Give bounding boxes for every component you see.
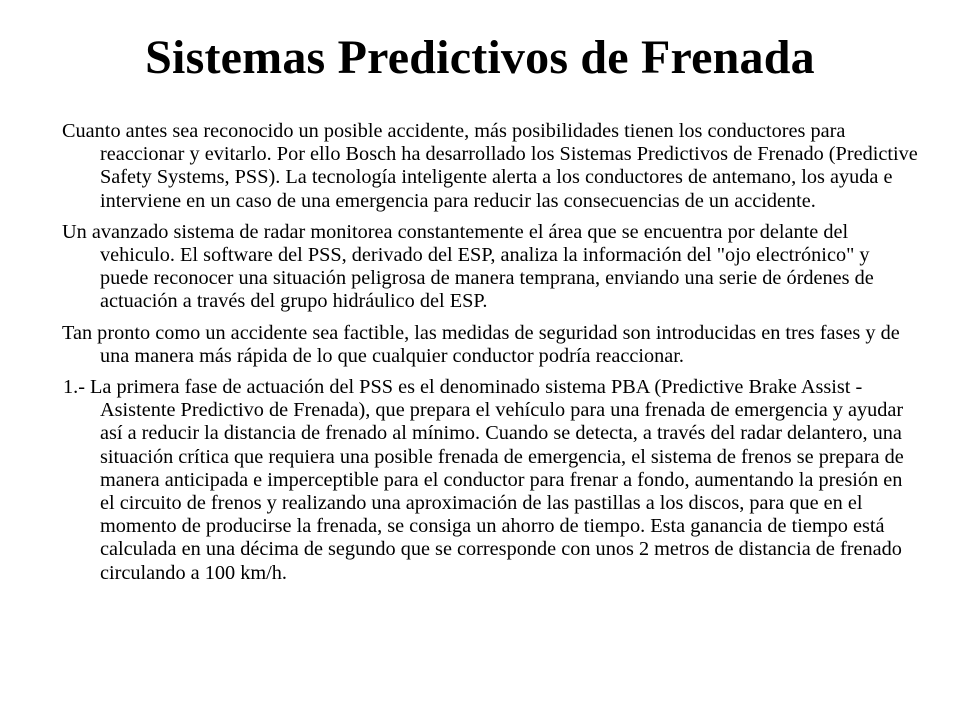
slide-title: Sistemas Predictivos de Frenada xyxy=(145,31,815,84)
paragraph-radar: Un avanzado sistema de radar monitorea constantemente el área que se encuentra por delante del vehiculo. El software del PSS, derivado del ESP, analiza la información del "ojo electrónico" y puede reconocer una situación peligrosa de manera temprana, enviando una serie de órdenes de actuación a través del grupo hidráulico del ESP. xyxy=(62,220,874,313)
paragraph-intro: Cuanto antes sea reconocido un posible accidente, más posibilidades tienen los conductores para reaccionar y evitarlo. Por ello Bosch ha desarrollado los Sistemas Predictivos de Frenado (Predictive Safety Systems, PSS). La tecnología inteligente alerta a los conductores de antemano, los ayuda e interviene en un caso de una emergencia para reducir las consecuencias de un accidente. xyxy=(62,120,918,212)
slide-body xyxy=(62,120,922,593)
paragraph-phases: Tan pronto como un accidente sea factible, las medidas de seguridad son introducidas en tres fases y de una manera más rápida de lo que cualquier conductor podría reaccionar. xyxy=(62,321,900,367)
paragraph-phase-1: 1.- La primera fase de actuación del PSS es el denominado sistema PBA (Predictive Brake Assist - Asistente Predictivo de Frenada), que prepara el vehículo para una frenada de emergencia y ayudar así a reducir la distancia de frenado al mínimo. Cuando se detecta, a través del radar delantero, una situación crítica que requiera una posible frenada de emergencia, el sistema de frenos se prepara de manera anticipada e imperceptible para el conductor para frenar a fondo, aumentando la presión en el circuito de frenos y realizando una aproximación de las pastillas a los discos, para que en el momento de producirse la frenada, se consiga un ahorro de tiempo. Esta ganancia de tiempo está calculada en una décima de segundo que se corresponde con unos 2 metros de distancia de frenado circulando a 100 km/h. xyxy=(63,376,904,584)
